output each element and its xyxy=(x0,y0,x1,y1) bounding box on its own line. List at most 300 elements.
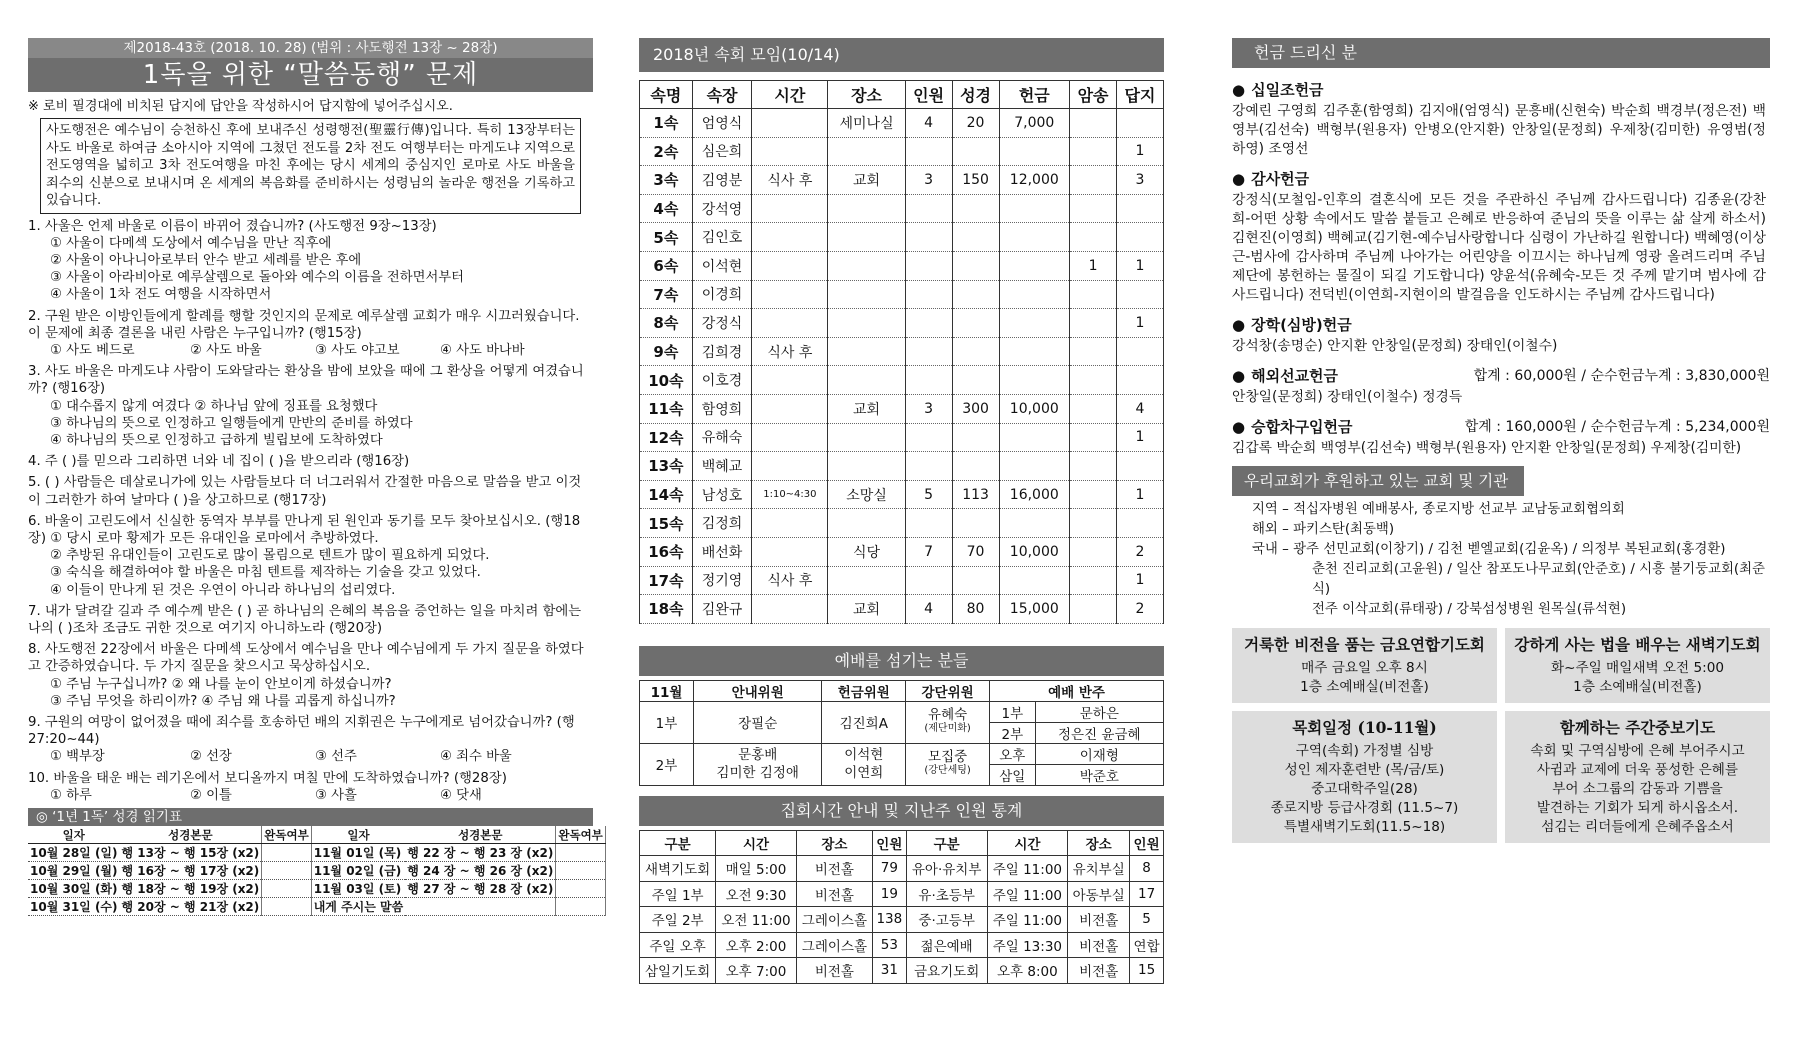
reading-check[interactable] xyxy=(262,898,311,916)
info-box-line: 중고대학주일(28) xyxy=(1311,781,1418,797)
offering-donors: 김갑록 박순희 백영부(김선숙) 백형부(원용자) 안지환 안창일(문정희) 우제창(김미한) xyxy=(1232,440,1742,456)
sokhoe-cell xyxy=(1116,452,1163,481)
question-text: 8. 사도행전 22장에서 바울은 다메섹 도상에서 예수님을 만나 예수님에게 두 가지 질문을 하였다고 간증하였습니다. 두 가지 질문을 찾으시고 묵상하십시오. xyxy=(28,642,584,675)
question-option: ① 하루 xyxy=(50,787,92,803)
sokhoe-cell: 4 xyxy=(905,109,952,138)
offering-section-header xyxy=(1232,364,1770,386)
sokhoe-cell xyxy=(999,280,1070,309)
reading-passage: 행 16장 ~ 행 17장 (x2) xyxy=(120,862,262,880)
sokhoe-row xyxy=(640,194,1164,223)
sokhoe-cell xyxy=(905,309,952,338)
stats-cell: 15 xyxy=(1130,958,1164,984)
question xyxy=(28,218,593,304)
sokhoe-cell: 식사 후 xyxy=(752,566,828,595)
stats-cell: 오전 11:00 xyxy=(716,907,797,933)
sokhoe-cell: 113 xyxy=(952,480,999,509)
sokhoe-row xyxy=(640,280,1164,309)
service-r1-offer: 김진희A xyxy=(822,701,906,743)
sokhoe-header: 속명 xyxy=(640,81,693,109)
bullet-icon: ● xyxy=(1232,417,1246,436)
info-box-title: 목회일정 (10-11월) xyxy=(1292,718,1437,737)
sokhoe-cell xyxy=(752,423,828,452)
offering-section xyxy=(1232,313,1770,356)
sokhoe-row xyxy=(640,109,1164,138)
support-item: 지역 – 적십자병원 예배봉사, 종로지방 선교부 교남동교회협의회 xyxy=(1252,502,1625,517)
sokhoe-cell: 3속 xyxy=(640,166,693,195)
question-option: ③ 사흘 xyxy=(315,787,357,803)
stats-cell: 8 xyxy=(1130,856,1164,882)
sokhoe-cell: 김인호 xyxy=(692,223,752,252)
sokhoe-cell xyxy=(905,452,952,481)
info-box-line: 섬김는 리더들에게 은혜주옵소서 xyxy=(1541,819,1734,835)
question-list xyxy=(28,218,593,805)
sokhoe-cell xyxy=(828,309,905,338)
sokhoe-cell xyxy=(999,509,1070,538)
question-option: ② 이틀 xyxy=(190,787,232,803)
sokhoe-row xyxy=(640,394,1164,423)
question-text: 9. 구원의 여망이 없어졌을 때에 죄수를 호송하던 배의 지휘권은 누구에게로 넘어갔습니까? (행27:20~44) xyxy=(28,714,575,748)
question-option: ② 사도 바울 xyxy=(190,342,262,358)
offering-title: 헌금 드리신 분 xyxy=(1232,38,1770,68)
sokhoe-table xyxy=(639,80,1164,624)
stats-cell: 비전홀 xyxy=(796,881,872,907)
stats-cell: 그레이스홀 xyxy=(796,932,872,958)
sokhoe-cell: 16속 xyxy=(640,537,693,566)
sokhoe-cell xyxy=(828,452,905,481)
sokhoe-cell: 백혜교 xyxy=(692,452,752,481)
sokhoe-cell: 2속 xyxy=(640,137,693,166)
sokhoe-cell: 7,000 xyxy=(999,109,1070,138)
stats-header: 시간 xyxy=(716,830,797,856)
sokhoe-cell xyxy=(952,509,999,538)
info-box-line: 발견하는 기회가 되게 하시옵소서. xyxy=(1536,800,1739,816)
question-text: 10. 바울을 태운 배는 레기온에서 보디올까지 며칠 만에 도착하였습니까? (행28장) xyxy=(28,770,507,786)
service-month: 11월 xyxy=(640,680,694,701)
reading-row xyxy=(28,898,605,916)
schedule-column xyxy=(639,38,1164,984)
question-option: ① 주님 누구십니까? ② 왜 나를 눈이 안보이게 하셨습니까? xyxy=(50,676,392,692)
sokhoe-cell xyxy=(905,366,952,395)
info-box-line: 부어 소그룹의 감동과 기쁨을 xyxy=(1552,781,1723,797)
offering-section-header xyxy=(1232,313,1770,335)
offering-total: 합계 : 60,000원 / 순수헌금누계 : 3,830,000원 xyxy=(1473,368,1770,384)
sokhoe-cell xyxy=(999,194,1070,223)
sokhoe-cell xyxy=(752,595,828,624)
sokhoe-cell: 김희경 xyxy=(692,337,752,366)
sokhoe-cell xyxy=(1070,480,1117,509)
sokhoe-cell: 9속 xyxy=(640,337,693,366)
sokhoe-cell xyxy=(905,194,952,223)
sokhoe-cell xyxy=(752,194,828,223)
acc-name: 문하은 xyxy=(1035,701,1163,722)
info-boxes xyxy=(1232,628,1770,843)
bullet-icon: ● xyxy=(1232,366,1246,385)
quiz-note: ※ 로비 필경대에 비치된 답지에 답안을 작성하시어 답지함에 넣어주십시오. xyxy=(28,99,453,114)
offering-name-wrap xyxy=(1232,365,1338,386)
offering-total: 합계 : 160,000원 / 순수헌금누계 : 5,234,000원 xyxy=(1464,419,1770,435)
sokhoe-cell: 7 xyxy=(905,537,952,566)
stats-cell: 삼일기도회 xyxy=(640,958,716,984)
question xyxy=(28,363,593,449)
stats-cell: 주일 13:30 xyxy=(987,932,1068,958)
stats-cell: 31 xyxy=(872,958,906,984)
sokhoe-row xyxy=(640,509,1164,538)
info-box-line: 화~주일 매일새벽 오전 5:00 xyxy=(1550,660,1725,676)
stats-cell: 금요기도회 xyxy=(906,958,987,984)
info-box-line: 특별새벽기도회(11.5~18) xyxy=(1283,819,1446,835)
offering-donors: 안창일(문정희) 장태인(이철수) 정경득 xyxy=(1232,389,1463,405)
sokhoe-cell xyxy=(999,566,1070,595)
sokhoe-cell: 1 xyxy=(1116,137,1163,166)
sokhoe-cell: 10속 xyxy=(640,366,693,395)
reading-header: 성경본문 xyxy=(120,826,262,844)
sokhoe-cell: 1 xyxy=(1116,566,1163,595)
issue-info: 제2018-43호 (2018. 10. 28) (범위 : 사도행전 13장 ~ 28장) xyxy=(28,38,593,58)
sokhoe-cell xyxy=(1070,309,1117,338)
sokhoe-cell: 4속 xyxy=(640,194,693,223)
sokhoe-cell: 14속 xyxy=(640,480,693,509)
stats-row xyxy=(640,856,1164,882)
sokhoe-cell xyxy=(1070,595,1117,624)
sokhoe-cell: 1 xyxy=(1116,423,1163,452)
stats-cell: 중·고등부 xyxy=(906,907,987,933)
sokhoe-cell xyxy=(752,394,828,423)
sokhoe-header: 암송 xyxy=(1070,81,1117,109)
info-box-line: 종로지방 등급사경회 (11.5~7) xyxy=(1270,800,1459,816)
sokhoe-cell xyxy=(752,109,828,138)
offering-name: 해외선교헌금 xyxy=(1251,366,1339,385)
reading-date: 내게 주시는 말씀 xyxy=(311,898,405,916)
question-option: ① 사도 베드로 xyxy=(50,342,135,358)
offering-donors: 강예린 구영희 김주훈(함영희) 김지애(엄영식) 문흥배(신현숙) 박순희 백경부(정은전) 백영부(김선숙) 백형부(원용자) 안병오(안지환) 안창일(문정희) 우제창(김미한) 유영범(정하영) 조영선 xyxy=(1232,103,1766,157)
offering-section-header xyxy=(1232,167,1770,189)
sokhoe-cell xyxy=(952,251,999,280)
sokhoe-cell xyxy=(999,366,1070,395)
reading-header: 성경본문 xyxy=(405,826,556,844)
question-text: 1. 사울은 언제 바울로 이름이 바뀌어 졌습니까? (사도행전 9장~13장) xyxy=(28,218,437,234)
info-box-title: 거룩한 비전을 품는 금요연합기도회 xyxy=(1244,635,1485,654)
sokhoe-cell xyxy=(828,337,905,366)
service-r1-guide: 장필순 xyxy=(694,701,822,743)
sokhoe-header: 인원 xyxy=(905,81,952,109)
offering-donors: 강석창(송명순) 안지환 안창일(문정희) 장태인(이철수) xyxy=(1232,338,1558,354)
bullet-icon: ● xyxy=(1232,169,1246,188)
service-r2-guide xyxy=(694,743,822,785)
bullet-icon: ● xyxy=(1232,80,1246,99)
stats-cell: 138 xyxy=(872,907,906,933)
service-altar1 xyxy=(906,701,990,743)
sokhoe-cell: 교회 xyxy=(828,595,905,624)
sokhoe-cell: 12속 xyxy=(640,423,693,452)
stats-cell: 79 xyxy=(872,856,906,882)
sokhoe-cell: 김완규 xyxy=(692,595,752,624)
reading-date: 10월 30일 (화) xyxy=(28,880,120,898)
sokhoe-cell: 1 xyxy=(1116,309,1163,338)
question-options-row xyxy=(28,342,593,359)
sokhoe-header: 성경 xyxy=(952,81,999,109)
question-option: ① 사울이 다메섹 도상에서 예수님을 만난 직후에 xyxy=(50,235,332,251)
r2-guide2: 김미한 김정애 xyxy=(716,765,799,782)
reading-check[interactable] xyxy=(556,862,605,880)
offering-name: 승합차구입헌금 xyxy=(1251,417,1353,436)
acc-label: 삼일 xyxy=(990,764,1036,785)
r2-offer2: 이연희 xyxy=(844,765,884,782)
sokhoe-cell xyxy=(752,251,828,280)
reading-date: 11월 02일 (금) xyxy=(311,862,405,880)
stats-cell: 비전홀 xyxy=(796,856,872,882)
question xyxy=(28,603,593,637)
offering-section xyxy=(1232,78,1770,159)
sokhoe-header: 시간 xyxy=(752,81,828,109)
stats-header: 시간 xyxy=(987,830,1068,856)
sokhoe-cell: 80 xyxy=(952,595,999,624)
reading-passage: 행 18장 ~ 행 19장 (x2) xyxy=(120,880,262,898)
sokhoe-cell xyxy=(1070,280,1117,309)
sokhoe-cell: 5 xyxy=(905,480,952,509)
sokhoe-cell xyxy=(1116,109,1163,138)
sokhoe-cell xyxy=(1070,166,1117,195)
sokhoe-row xyxy=(640,480,1164,509)
reading-check[interactable] xyxy=(556,844,605,862)
question xyxy=(28,641,593,710)
offering-name: 감사헌금 xyxy=(1251,169,1310,188)
reading-date: 10월 31일 (수) xyxy=(28,898,120,916)
reading-date: 11월 03일 (토) xyxy=(311,880,405,898)
service-h2: 헌금위원 xyxy=(822,680,906,701)
sokhoe-cell xyxy=(1116,509,1163,538)
reading-passage: 행 13장 ~ 행 15장 (x2) xyxy=(120,844,262,862)
sokhoe-cell: 3 xyxy=(1116,166,1163,195)
question-option: ④ 죄수 바울 xyxy=(440,749,512,765)
sokhoe-row xyxy=(640,452,1164,481)
stats-cell: 주일 11:00 xyxy=(987,856,1068,882)
stats-cell: 오후 8:00 xyxy=(987,958,1068,984)
question xyxy=(28,308,593,360)
sokhoe-cell: 엄영식 xyxy=(692,109,752,138)
info-box xyxy=(1505,711,1770,843)
question-option: ② 선장 xyxy=(190,749,232,765)
reading-passage: 행 22 장 ~ 행 23 장 (x2) xyxy=(405,844,556,862)
altar1-note: (제단미화) xyxy=(924,723,971,735)
question-text: 6. 바울이 고린도에서 신실한 동역자 부부를 만나게 된 원인과 동기를 모두 찾아보십시오. (행18장) ① 당시 로마 황제가 모든 유대인을 로마에서 추방하였다. xyxy=(28,513,581,546)
question-options-row xyxy=(28,748,593,765)
stats-cell: 주일 2부 xyxy=(640,907,716,933)
acc-label: 오후 xyxy=(990,743,1036,764)
stats-cell: 유치부실 xyxy=(1068,856,1130,882)
sokhoe-cell xyxy=(1070,137,1117,166)
stats-cell: 아동부실 xyxy=(1068,881,1130,907)
info-box-title: 함께하는 주간중보기도 xyxy=(1559,718,1716,737)
stats-header: 구분 xyxy=(640,830,716,856)
sokhoe-cell: 1 xyxy=(1116,251,1163,280)
reading-check[interactable] xyxy=(556,898,605,916)
service-r2-offer xyxy=(822,743,906,785)
sokhoe-cell xyxy=(1070,423,1117,452)
stats-cell: 그레이스홀 xyxy=(796,907,872,933)
question-option: ① 대수롭지 않게 여겼다 ② 하나님 앞에 징표를 요청했다 xyxy=(50,398,378,414)
stats-cell: 17 xyxy=(1130,881,1164,907)
reading-passage: 행 24 장 ~ 행 26 장 (x2) xyxy=(405,862,556,880)
stats-table xyxy=(639,830,1164,984)
sokhoe-cell xyxy=(1116,194,1163,223)
sokhoe-row xyxy=(640,366,1164,395)
sokhoe-cell xyxy=(905,423,952,452)
acc-name: 정은진 윤금혜 xyxy=(1035,722,1163,743)
sokhoe-cell: 16,000 xyxy=(999,480,1070,509)
sokhoe-cell xyxy=(999,423,1070,452)
sokhoe-cell xyxy=(828,423,905,452)
sokhoe-cell xyxy=(1070,452,1117,481)
support-title: 우리교회가 후원하고 있는 교회 및 기관 xyxy=(1232,466,1524,496)
question-option: ② 추방된 유대인들이 고린도로 많이 몰림으로 텐트가 많이 필요하게 되었다. xyxy=(50,548,490,564)
question-option: ③ 사도 야고보 xyxy=(315,342,400,358)
service-r1-label: 1부 xyxy=(640,701,694,743)
sokhoe-cell xyxy=(999,309,1070,338)
reading-plan-table xyxy=(28,826,606,916)
sokhoe-cell: 식사 후 xyxy=(752,166,828,195)
sokhoe-cell xyxy=(1070,537,1117,566)
sokhoe-row xyxy=(640,566,1164,595)
sokhoe-cell xyxy=(828,223,905,252)
sokhoe-cell xyxy=(1070,509,1117,538)
sokhoe-cell xyxy=(905,137,952,166)
stats-cell: 새벽기도회 xyxy=(640,856,716,882)
sokhoe-cell xyxy=(1070,109,1117,138)
info-box-line: 구역(속회) 가정별 심방 xyxy=(1295,743,1434,759)
stats-title: 집회시간 안내 및 지난주 인원 통계 xyxy=(639,796,1164,826)
sokhoe-row xyxy=(640,251,1164,280)
sokhoe-cell: 20 xyxy=(952,109,999,138)
sokhoe-cell: 배선화 xyxy=(692,537,752,566)
info-box-line: 성인 제자훈련반 (목/금/토) xyxy=(1284,762,1445,778)
sokhoe-cell: 18속 xyxy=(640,595,693,624)
sokhoe-cell xyxy=(905,509,952,538)
sokhoe-cell: 함영희 xyxy=(692,394,752,423)
sokhoe-cell: 1 xyxy=(1070,251,1117,280)
sokhoe-cell xyxy=(1070,366,1117,395)
sokhoe-cell: 7속 xyxy=(640,280,693,309)
stats-cell: 비전홀 xyxy=(1068,932,1130,958)
reading-check[interactable] xyxy=(262,862,311,880)
sokhoe-cell: 4 xyxy=(905,595,952,624)
stats-cell: 주일 1부 xyxy=(640,881,716,907)
question-option: ③ 주님 무엇을 하리이까? ④ 주님 왜 나를 괴롭게 하십니까? xyxy=(50,693,396,709)
reading-header: 일자 xyxy=(28,826,120,844)
sokhoe-cell xyxy=(1116,337,1163,366)
service-h3: 강단위원 xyxy=(906,680,990,701)
acc-name: 이재형 xyxy=(1035,743,1163,764)
info-box xyxy=(1505,628,1770,703)
sokhoe-cell: 이경희 xyxy=(692,280,752,309)
reading-check[interactable] xyxy=(262,844,311,862)
sokhoe-cell xyxy=(952,309,999,338)
sokhoe-row xyxy=(640,166,1164,195)
sokhoe-cell xyxy=(828,566,905,595)
reading-passage: 행 20장 ~ 행 21장 (x2) xyxy=(120,898,262,916)
sokhoe-cell xyxy=(828,280,905,309)
service-table xyxy=(639,680,1164,786)
sokhoe-cell: 김영분 xyxy=(692,166,752,195)
question-option: ① 백부장 xyxy=(50,749,105,765)
support-list xyxy=(1232,500,1770,620)
sokhoe-cell xyxy=(1116,366,1163,395)
info-box-title: 강하게 사는 법을 배우는 새벽기도회 xyxy=(1514,635,1761,654)
sokhoe-row xyxy=(640,223,1164,252)
offering-section xyxy=(1232,364,1770,407)
sokhoe-cell: 6속 xyxy=(640,251,693,280)
sokhoe-cell xyxy=(999,337,1070,366)
stats-cell: 오후 2:00 xyxy=(716,932,797,958)
reading-check[interactable] xyxy=(556,880,605,898)
offering-section xyxy=(1232,415,1770,458)
sokhoe-cell: 4 xyxy=(1116,394,1163,423)
question-text: 2. 구원 받은 이방인들에게 할례를 행할 것인지의 문제로 예루살렘 교회가 매우 시끄러웠습니다. 이 문제에 최종 결론을 내린 사람은 누구입니까? (행15장) xyxy=(28,308,580,341)
service-r2-label: 2부 xyxy=(640,743,694,785)
question-option: ④ 사울이 1차 전도 여행을 시작하면서 xyxy=(50,287,272,303)
sokhoe-cell: 10,000 xyxy=(999,394,1070,423)
sokhoe-cell: 소망실 xyxy=(828,480,905,509)
sokhoe-cell xyxy=(952,423,999,452)
sokhoe-cell xyxy=(828,509,905,538)
stats-cell: 주일 오후 xyxy=(640,932,716,958)
service-altar2 xyxy=(906,743,990,785)
sokhoe-cell: 15,000 xyxy=(999,595,1070,624)
altar1-name: 유혜숙 xyxy=(928,707,968,724)
question-option: ② 사울이 아나니아로부터 안수 받고 세례를 받은 후에 xyxy=(50,252,362,268)
question-option: ③ 사울이 아라비아로 예루살렘으로 돌아와 예수의 이름을 전하면서부터 xyxy=(50,270,465,286)
stats-row xyxy=(640,881,1164,907)
sokhoe-cell xyxy=(752,223,828,252)
sokhoe-header: 헌금 xyxy=(999,81,1070,109)
sokhoe-cell: 10,000 xyxy=(999,537,1070,566)
reading-check[interactable] xyxy=(262,880,311,898)
bullet-icon: ● xyxy=(1232,315,1246,334)
stats-cell: 오전 9:30 xyxy=(716,881,797,907)
offering-name: 장학(심방)헌금 xyxy=(1251,315,1352,334)
service-h1: 안내위원 xyxy=(694,680,822,701)
sokhoe-cell xyxy=(905,223,952,252)
sokhoe-header: 속장 xyxy=(692,81,752,109)
r2-offer1: 이석현 xyxy=(844,747,884,764)
reading-header: 일자 xyxy=(311,826,405,844)
sokhoe-cell xyxy=(752,537,828,566)
info-box-line: 매주 금요일 오후 8시 xyxy=(1301,660,1428,676)
stats-cell: 유·초등부 xyxy=(906,881,987,907)
sokhoe-cell xyxy=(752,137,828,166)
reading-passage: 행 27 장 ~ 행 28 장 (x2) xyxy=(405,880,556,898)
reading-header: 완독여부 xyxy=(262,826,311,844)
sokhoe-cell: 17속 xyxy=(640,566,693,595)
sokhoe-cell xyxy=(828,194,905,223)
stats-header: 구분 xyxy=(906,830,987,856)
support-item: 춘천 진리교회(고윤원) / 일산 참포도나무교회(안준호) / 시흥 불기둥교회(최준식) xyxy=(1312,562,1765,597)
sokhoe-cell xyxy=(752,280,828,309)
stats-cell: 비전홀 xyxy=(796,958,872,984)
question-text: 4. 주 ( )를 믿으라 그리하면 너와 네 집이 ( )을 받으리라 (행16장) xyxy=(28,454,410,470)
acc-label: 1부 xyxy=(990,701,1036,722)
sokhoe-cell xyxy=(752,366,828,395)
sokhoe-cell xyxy=(952,337,999,366)
sokhoe-cell: 교회 xyxy=(828,166,905,195)
sokhoe-cell: 식사 후 xyxy=(752,337,828,366)
sokhoe-cell: 15속 xyxy=(640,509,693,538)
altar2-name: 모집중 xyxy=(928,749,968,766)
question-option: ④ 닷새 xyxy=(440,787,482,803)
sokhoe-cell: 식당 xyxy=(828,537,905,566)
stats-row xyxy=(640,932,1164,958)
info-box-line: 1층 소예배실(비전홀) xyxy=(1573,679,1702,695)
reading-date: 11월 01일 (목) xyxy=(311,844,405,862)
